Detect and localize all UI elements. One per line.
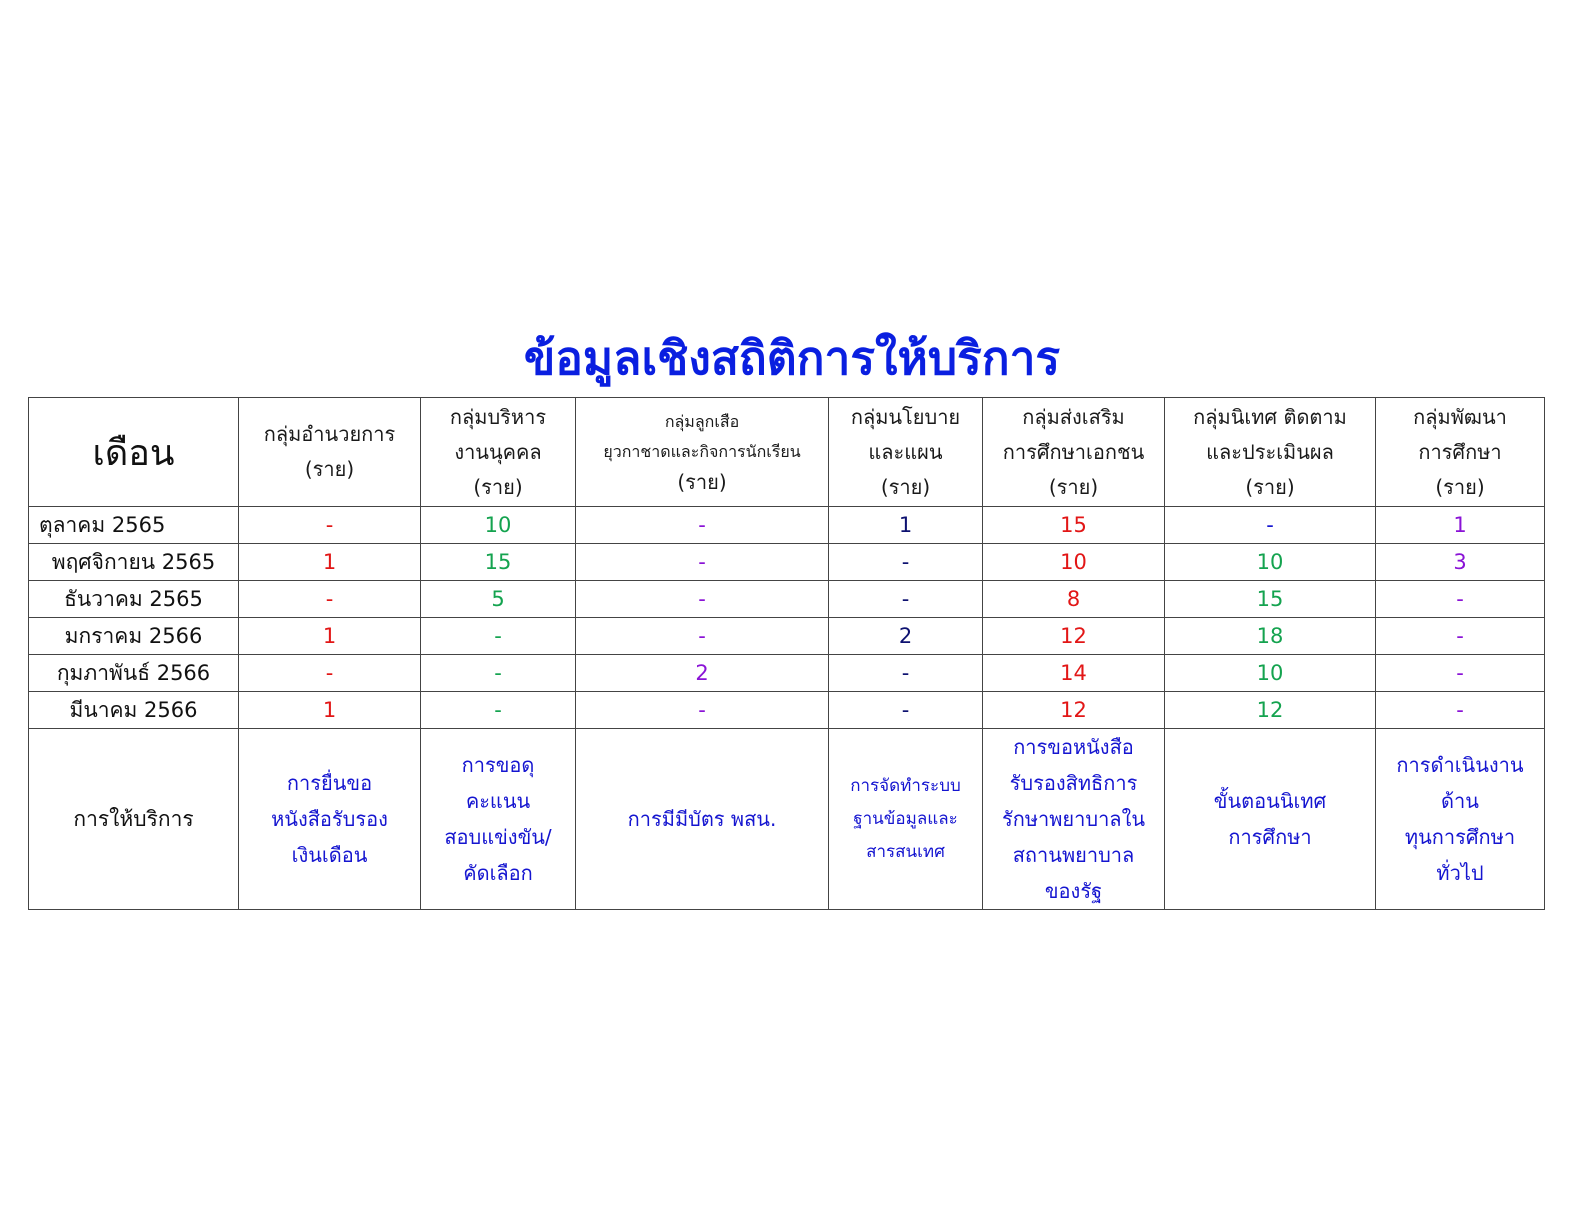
service-line: รักษาพยาบาลใน bbox=[1001, 807, 1146, 831]
value-cell: - bbox=[1165, 507, 1376, 544]
column-header-line: และแผน bbox=[868, 439, 943, 464]
value-cell: - bbox=[1376, 692, 1545, 729]
service-line: ฐานข้อมูลและ bbox=[853, 808, 958, 829]
service-line: การยื่นขอ bbox=[286, 771, 373, 795]
service-line: หนังสือรับรอง bbox=[271, 807, 388, 831]
value-cell: - bbox=[421, 618, 576, 655]
service-line: การศึกษา bbox=[1228, 825, 1312, 849]
month-cell: ธันวาคม 2565 bbox=[29, 581, 239, 618]
month-cell: กุมภาพันธ์ 2566 bbox=[29, 655, 239, 692]
value-cell: - bbox=[239, 507, 421, 544]
value-cell: - bbox=[576, 544, 829, 581]
service-line: ขั้นตอนนิเทศ bbox=[1213, 789, 1327, 813]
column-header-line: (ราย) bbox=[1048, 474, 1099, 499]
service-line: การจัดทำระบบ bbox=[850, 775, 961, 796]
service-line: คัดเลือก bbox=[463, 861, 533, 885]
service-cell bbox=[983, 729, 1165, 910]
service-row bbox=[29, 729, 1545, 910]
column-header-scouts bbox=[576, 398, 829, 507]
service-line: สอบแข่งขัน/ bbox=[444, 825, 552, 849]
value-cell: 1 bbox=[239, 618, 421, 655]
service-line: สารสนเทศ bbox=[866, 841, 945, 862]
column-header-line: การศึกษาเอกชน bbox=[1002, 439, 1145, 464]
value-cell: - bbox=[829, 581, 983, 618]
value-cell: 15 bbox=[1165, 581, 1376, 618]
month-column-header: เดือน bbox=[29, 398, 239, 507]
statistics-table bbox=[28, 397, 1545, 910]
column-header-private-education bbox=[983, 398, 1165, 507]
column-header-line: (ราย) bbox=[1245, 474, 1295, 499]
value-cell: 14 bbox=[983, 655, 1165, 692]
column-header-line: กลุ่มส่งเสริม bbox=[1022, 404, 1125, 429]
month-cell: ตุลาคม 2565 bbox=[29, 507, 239, 544]
value-cell: - bbox=[1376, 581, 1545, 618]
service-line: สถานพยาบาล bbox=[1012, 843, 1135, 867]
month-cell: มีนาคม 2566 bbox=[29, 692, 239, 729]
column-header-line: กลุ่มนิเทศ ติดตาม bbox=[1193, 404, 1347, 429]
value-cell: 8 bbox=[983, 581, 1165, 618]
value-cell: - bbox=[421, 692, 576, 729]
value-cell: 10 bbox=[1165, 544, 1376, 581]
month-cell: มกราคม 2566 bbox=[29, 618, 239, 655]
value-cell: 2 bbox=[829, 618, 983, 655]
value-cell: 10 bbox=[421, 507, 576, 544]
value-cell: 10 bbox=[1165, 655, 1376, 692]
column-header-line: (ราย) bbox=[304, 457, 355, 481]
column-header-line: กลุ่มลูกเสือ bbox=[664, 412, 740, 431]
column-header-line: ยุวกาชาดและกิจการนักเรียน bbox=[603, 442, 801, 461]
table-row bbox=[29, 618, 1545, 655]
value-cell: - bbox=[829, 544, 983, 581]
value-cell: 2 bbox=[576, 655, 829, 692]
service-cell bbox=[829, 729, 983, 910]
value-cell: - bbox=[239, 581, 421, 618]
service-line: ของรัฐ bbox=[1044, 879, 1103, 903]
month-cell: พฤศจิกายน 2565 bbox=[29, 544, 239, 581]
service-line: คะแนน bbox=[465, 789, 531, 813]
value-cell: 12 bbox=[983, 618, 1165, 655]
service-line: การขอหนังสือ bbox=[1013, 735, 1134, 759]
value-cell: 1 bbox=[1376, 507, 1545, 544]
service-line: การมีมีบัตร พสน. bbox=[627, 807, 777, 831]
column-header-line: กลุ่มนโยบาย bbox=[850, 404, 961, 429]
value-cell: 1 bbox=[829, 507, 983, 544]
table-row bbox=[29, 655, 1545, 692]
column-header-line: และประเมินผล bbox=[1206, 439, 1334, 464]
value-cell: - bbox=[1376, 655, 1545, 692]
column-header-line: (ราย) bbox=[1435, 474, 1485, 499]
column-header-line: กลุ่มอำนวยการ bbox=[263, 422, 396, 446]
value-cell: 3 bbox=[1376, 544, 1545, 581]
column-header-line: (ราย) bbox=[677, 470, 727, 494]
service-line: เงินเดือน bbox=[291, 843, 368, 867]
value-cell: 1 bbox=[239, 544, 421, 581]
value-cell: - bbox=[576, 507, 829, 544]
value-cell: 12 bbox=[1165, 692, 1376, 729]
table-row bbox=[29, 692, 1545, 729]
column-header-line: งานนุคคล bbox=[454, 439, 542, 464]
value-cell: - bbox=[421, 655, 576, 692]
value-cell: - bbox=[829, 655, 983, 692]
column-header-line: (ราย) bbox=[880, 474, 931, 499]
service-line: ด้าน bbox=[1441, 789, 1479, 813]
table-row bbox=[29, 544, 1545, 581]
value-cell: - bbox=[239, 655, 421, 692]
value-cell: 15 bbox=[983, 507, 1165, 544]
table-row bbox=[29, 581, 1545, 618]
service-line: ทุนการศึกษา bbox=[1404, 825, 1516, 849]
column-header-line: กลุ่มพัฒนา bbox=[1413, 404, 1507, 429]
value-cell: - bbox=[576, 618, 829, 655]
value-cell: 5 bbox=[421, 581, 576, 618]
column-header-line: กลุ่มบริหาร bbox=[449, 404, 547, 429]
service-cell bbox=[239, 729, 421, 910]
column-header-supervision bbox=[1165, 398, 1376, 507]
value-cell: - bbox=[576, 581, 829, 618]
service-cell bbox=[1165, 729, 1376, 910]
column-header-development bbox=[1376, 398, 1545, 507]
table-row bbox=[29, 507, 1545, 544]
service-row-label: การให้บริการ bbox=[29, 729, 239, 910]
value-cell: 15 bbox=[421, 544, 576, 581]
service-line: การขอดุ bbox=[461, 753, 535, 777]
service-line: รับรองสิทธิการ bbox=[1009, 771, 1138, 795]
page-title: ข้อมูลเชิงสถิติการให้บริการ bbox=[523, 331, 1061, 385]
value-cell: - bbox=[576, 692, 829, 729]
column-header-administration bbox=[239, 398, 421, 507]
value-cell: - bbox=[1376, 618, 1545, 655]
service-line: ทั่วไป bbox=[1436, 861, 1484, 885]
value-cell: 18 bbox=[1165, 618, 1376, 655]
service-line: การดำเนินงาน bbox=[1396, 753, 1524, 777]
table-header-row bbox=[29, 398, 1545, 507]
column-header-line: การศึกษา bbox=[1418, 439, 1502, 464]
value-cell: 10 bbox=[983, 544, 1165, 581]
service-cell bbox=[576, 729, 829, 910]
value-cell: 1 bbox=[239, 692, 421, 729]
value-cell: 12 bbox=[983, 692, 1165, 729]
service-cell bbox=[421, 729, 576, 910]
column-header-policy bbox=[829, 398, 983, 507]
column-header-line: (ราย) bbox=[473, 474, 523, 499]
value-cell: - bbox=[829, 692, 983, 729]
service-cell bbox=[1376, 729, 1545, 910]
column-header-personnel bbox=[421, 398, 576, 507]
